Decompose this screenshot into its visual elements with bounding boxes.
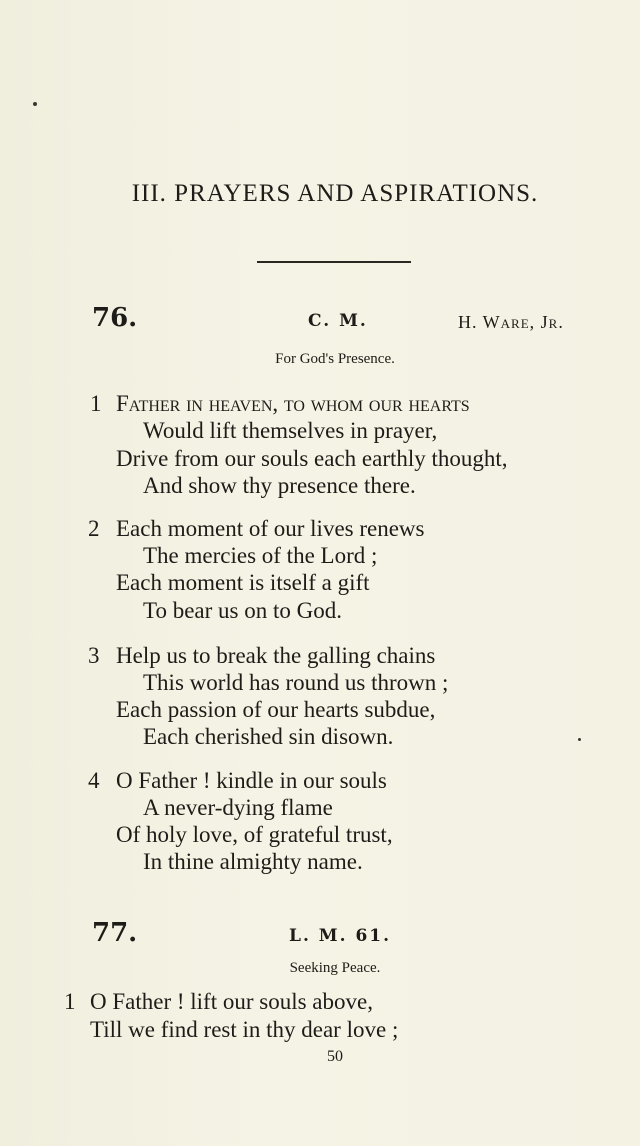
page-number: 50 [327, 1048, 343, 1065]
section-divider [257, 261, 411, 263]
hymn-number: 76. [92, 303, 138, 333]
stanza-line-text: Father in heaven, to whom our hearts [116, 391, 470, 416]
ink-speck [33, 102, 37, 106]
stanza-line: Each cherished sin disown. [143, 724, 394, 749]
hymn-title: For God's Presence. [275, 351, 395, 367]
hymn-title: Seeking Peace. [289, 960, 381, 976]
stanza-line: And show thy presence there. [143, 473, 416, 498]
stanza-number: 2 [88, 516, 100, 541]
stanza-number: 4 [88, 768, 100, 793]
stanza-line: The mercies of the Lord ; [143, 543, 378, 568]
stanza-line: Till we find rest in thy dear love ; [90, 1017, 399, 1042]
stanza-line: Of holy love, of grateful trust, [116, 822, 393, 847]
stanza-line: Would lift themselves in prayer, [143, 418, 438, 443]
stanza-line: Each moment of our lives renews [116, 516, 425, 541]
stanza-line: Each moment is itself a gift [116, 570, 370, 595]
ink-speck [578, 738, 581, 741]
stanza-line: A never-dying flame [143, 795, 333, 820]
hymn-meter: C. M. [308, 311, 368, 331]
stanza-line [90, 989, 373, 1015]
hymn-author [458, 312, 564, 333]
stanza-line: Drive from our souls each earthly thought, [116, 446, 508, 471]
stanza-line: Help us to break the galling chains [116, 643, 436, 668]
hymn-meter: L. M. 61. [289, 926, 392, 946]
stanza-line-text: O Father ! lift our souls above, [90, 989, 373, 1014]
author-text: H. Ware, Jr. [458, 312, 564, 332]
stanza-number: 1 [90, 391, 102, 416]
stanza-line: To bear us on to God. [143, 598, 342, 623]
stanza-line: Each passion of our hearts subdue, [116, 697, 436, 722]
stanza-line: In thine almighty name. [143, 849, 363, 874]
stanza-number: 3 [88, 643, 100, 668]
stanza-line: O Father ! kindle in our souls [116, 768, 387, 793]
hymn-number: 77. [92, 918, 138, 948]
stanza-line [116, 391, 470, 417]
stanza-line: This world has round us thrown ; [143, 670, 449, 695]
stanza-number: 1 [64, 989, 76, 1014]
section-title: III. PRAYERS AND ASPIRATIONS. [131, 180, 539, 207]
